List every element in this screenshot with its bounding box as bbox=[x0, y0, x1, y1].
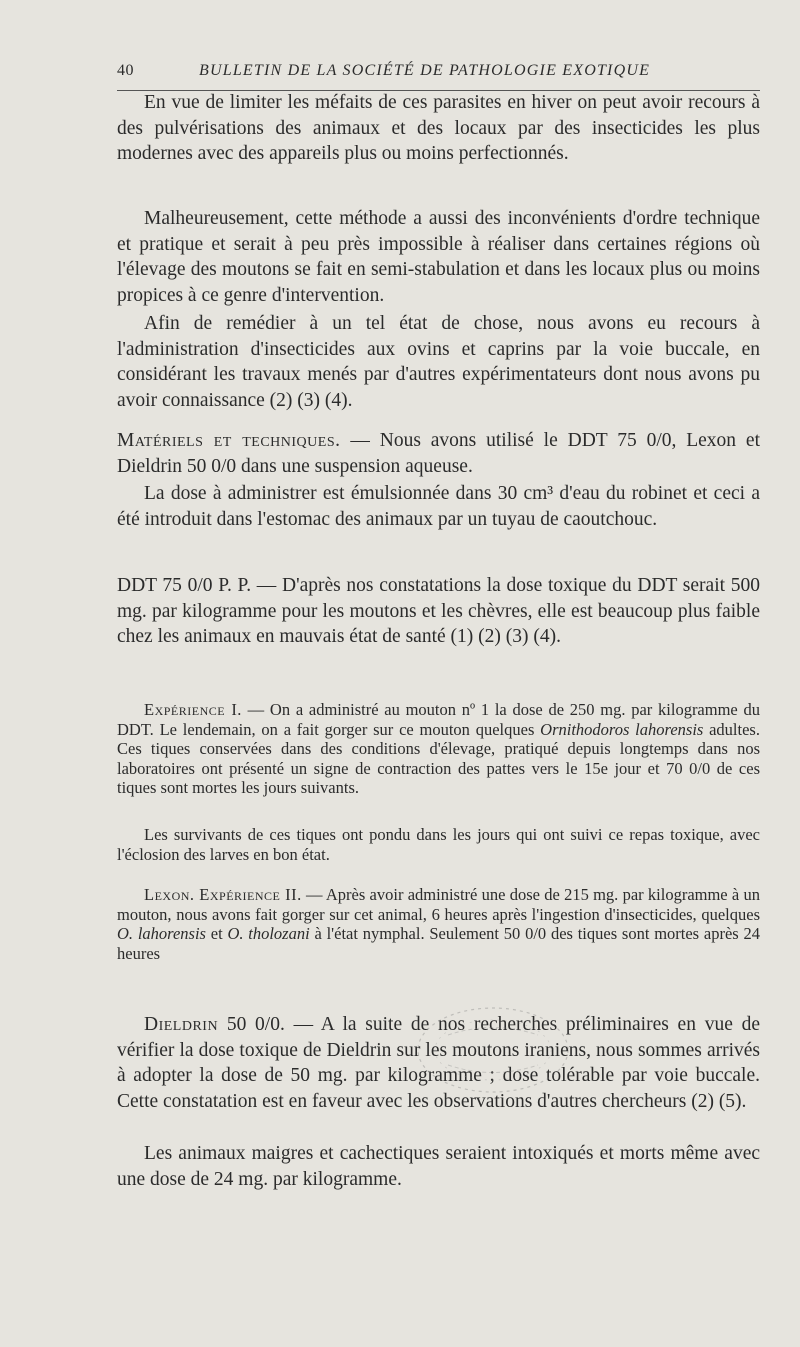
experience-2-text-b: et bbox=[205, 924, 228, 943]
section-heading-materiels: Matériels et techniques. bbox=[117, 430, 341, 451]
heading-lexon-experience-2: Lexon. Expérience II. bbox=[144, 885, 302, 904]
paragraph-6: DDT 75 0/0 P. P. — D'après nos constatations la dose toxique du DDT serait 500 mg. par kilogramme pour les moutons et les chèvres, elle est beaucoup plus faible chez les animaux en mauvais état de santé (1) (2) (3) (4). bbox=[117, 575, 760, 647]
heading-dieldrin: Dieldrin bbox=[144, 1014, 219, 1035]
experience-1-text-a: — On a administré au mouton nº 1 la dose de 250 mg. par kilogramme du DDT. Le lendemain, on a fait gorger sur ce mouton quelques bbox=[117, 700, 760, 739]
paragraph-5: La dose à administrer est émulsionnée dans 30 cm³ d'eau du robinet et ceci a été introduit dans l'estomac des animaux par un tuyau de caoutchouc. bbox=[117, 483, 760, 530]
paragraph-8: Les survivants de ces tiques ont pondu dans les jours qui ont suivi ce repas toxique, avec l'éclosion des larves en bon état. bbox=[117, 825, 760, 864]
heading-experience-1: Expérience I. bbox=[144, 700, 242, 719]
library-stamp-image bbox=[408, 1000, 578, 1100]
paragraph-4-text: — Nous avons utilisé le DDT 75 0/0, Lexon et Dieldrin 50 0/0 dans une suspension aqueuse. bbox=[117, 430, 760, 477]
species-name: Ornithodoros lahorensis bbox=[540, 719, 704, 739]
experience-1-text-b: adultes. Ces tiques conservées dans des conditions d'élevage, pratiqué depuis longtemps dans nos laboratoires ont présenté un signe de contraction des pattes vers le 15e jour et 70 0/0 de ces tiques sont mortes les jours suivants. bbox=[117, 719, 760, 797]
dieldrin-text: 50 0/0. — A la suite de nos recherches préliminaires en vue de vérifier la dose toxique de Dieldrin sur les moutons iraniens, nous sommes arrivés à adopter la dose de 50 mg. par kilogramme ; dose tolérable par voie buccale. Cette constatation est en faveur avec les observations d'autres chercheurs (2) (5). bbox=[117, 1014, 760, 1112]
page-number: 40 bbox=[117, 62, 134, 79]
paragraph-3: Afin de remédier à un tel état de chose, nous avons eu recours à l'administration d'insecticides aux ovins et caprins par la voie buccale, en considérant les travaux menés par d'autres expérimentateurs dont nous avons pu avoir connaissance (2) (3) (4). bbox=[117, 313, 760, 411]
paragraph-2: Malheureusement, cette méthode a aussi des inconvénients d'ordre technique et pratique et serait à peu près impossible à réaliser dans certaines régions où l'élevage des moutons se fait en semi-stabulation et dans les locaux plus ou moins propices à ce genre d'intervention. bbox=[117, 208, 760, 306]
paragraph-11: Les animaux maigres et cachectiques seraient intoxiqués et morts même avec une dose de 24 mg. par kilogramme. bbox=[117, 1143, 760, 1190]
species-name-1: O. lahorensis bbox=[117, 924, 206, 943]
paragraph-4 bbox=[117, 428, 760, 479]
experience-2-text-c: à l'état nymphal. Seulement 50 0/0 des tiques sont mortes après 24 heures bbox=[117, 924, 760, 963]
experience-2-text-a: — Après avoir administré une dose de 215 mg. par kilogramme à un mouton, nous avons fait gorger sur cet animal, 6 heures après l'ingestion d'insecticides, quelques bbox=[117, 885, 760, 924]
paragraph-experience-2 bbox=[117, 885, 760, 963]
journal-title: BULLETIN DE LA SOCIÉTÉ DE PATHOLOGIE EXOTIQUE bbox=[199, 62, 651, 79]
species-name-2: O. tholozani bbox=[227, 924, 310, 943]
paragraph-1: En vue de limiter les méfaits de ces parasites en hiver on peut avoir recours à des pulvérisations des animaux et des locaux par des insecticides les plus modernes avec des appareils plus ou moins perfectionnés. bbox=[117, 92, 760, 164]
running-header bbox=[117, 62, 760, 84]
paragraph-experience-1 bbox=[117, 700, 760, 798]
